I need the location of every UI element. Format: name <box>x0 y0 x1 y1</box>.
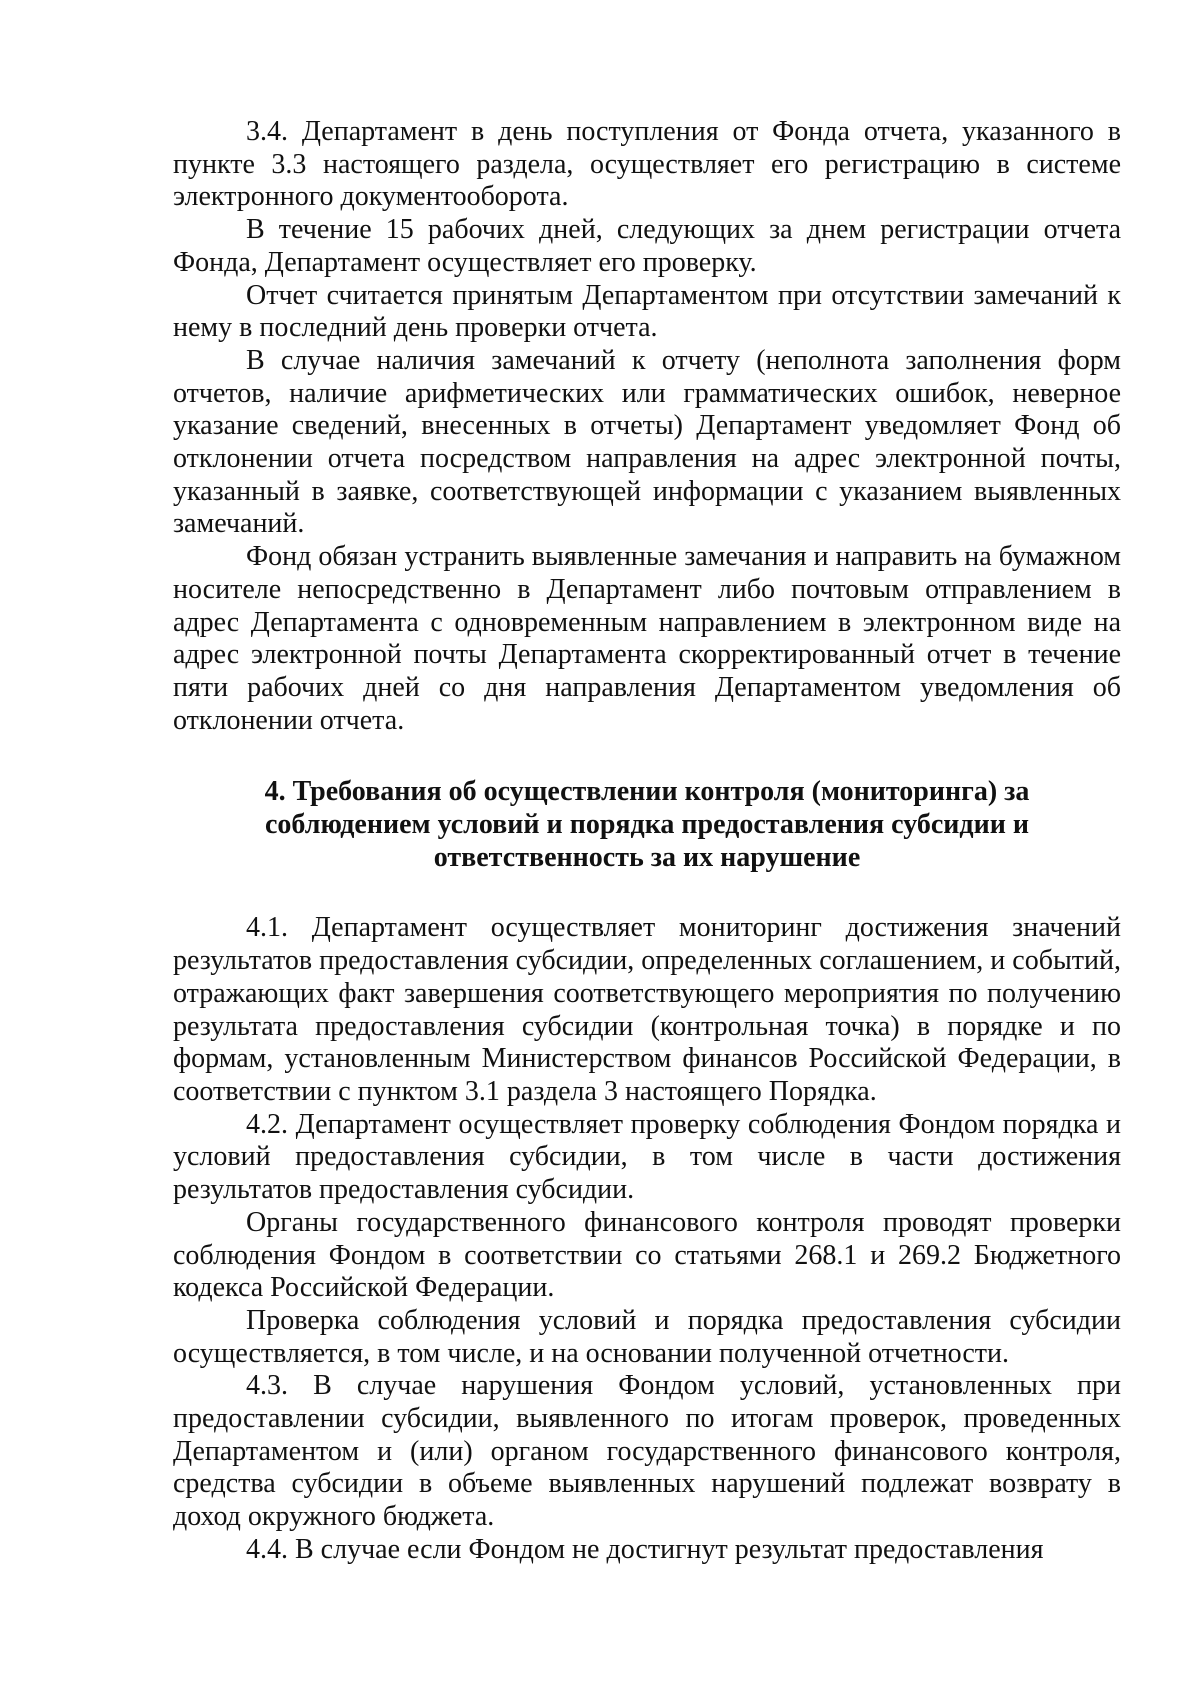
paragraph-report-remarks: В случае наличия замечаний к отчету (неполнота заполнения форм отчетов, наличие арифметических или грамматических ошибок, неверное указание сведений, внесенных в отчеты) Департамент уведомляет Фонд об отклонении отчета посредством направления на адрес электронной почты, указанный в заявке, соответствующей информации с указанием выявленных замечаний. <box>173 344 1121 540</box>
paragraph-3-4: 3.4. Департамент в день поступления от Фонда отчета, указанного в пункте 3.3 настоящего раздела, осуществляет его регистрацию в системе электронного документооборота. <box>173 116 1121 213</box>
paragraph-financial-control: Органы государственного финансового контроля проводят проверки соблюдения Фондом в соответствии со статьями 268.1 и 269.2 Бюджетного кодекса Российской Федерации. <box>173 1206 1121 1304</box>
paragraph-4-1: 4.1. Департамент осуществляет мониторинг достижения значений результатов предоставления субсидии, определенных соглашением, и событий, отражающих факт завершения соответствующего мероприятия по получению результата предоставления субсидии (контрольная точка) в порядке и по формам, установленным Министерством финансов Российской Федерации, в соответствии с пунктом 3.1 раздела 3 настоящего Порядка. <box>173 912 1121 1107</box>
paragraph-4-2: 4.2. Департамент осуществляет проверку соблюдения Фондом порядка и условий предоставления субсидии, в том числе в части достижения результатов предоставления субсидии. <box>173 1108 1121 1206</box>
document-page <box>173 116 1121 1567</box>
paragraph-compliance-check: Проверка соблюдения условий и порядка предоставления субсидии осуществляется, в том числе, и на основании полученной отчетности. <box>173 1304 1121 1369</box>
paragraph-report-accepted: Отчет считается принятым Департаментом при отсутствии замечаний к нему в последний день проверки отчета. <box>173 279 1121 344</box>
paragraph-fund-obligation: Фонд обязан устранить выявленные замечания и направить на бумажном носителе непосредственно в Департамент либо почтовым отправлением в адрес Департамента с одновременным направлением в электронном виде на адрес электронной почты Департамента скорректированный отчет в течение пяти рабочих дней со дня направления Департаментом уведомления об отклонении отчета. <box>173 541 1121 736</box>
paragraph-4-3: 4.3. В случае нарушения Фондом условий, установленных при предоставлении субсидии, выявленного по итогам проверок, проведенных Департаментом и (или) органом государственного финансового контроля, средства субсидии в объеме выявленных нарушений подлежат возврату в доход окружного бюджета. <box>173 1370 1121 1533</box>
paragraph-check-period: В течение 15 рабочих дней, следующих за днем регистрации отчета Фонда, Департамент осуществляет его проверку. <box>173 214 1121 278</box>
paragraph-4-4: 4.4. В случае если Фондом не достигнут результат предоставления <box>246 1533 1044 1565</box>
section-4-heading: 4. Требования об осуществлении контроля (мониторинга) за соблюдением условий и порядка предоставления субсидии и ответственность за их нарушение <box>264 776 1030 873</box>
